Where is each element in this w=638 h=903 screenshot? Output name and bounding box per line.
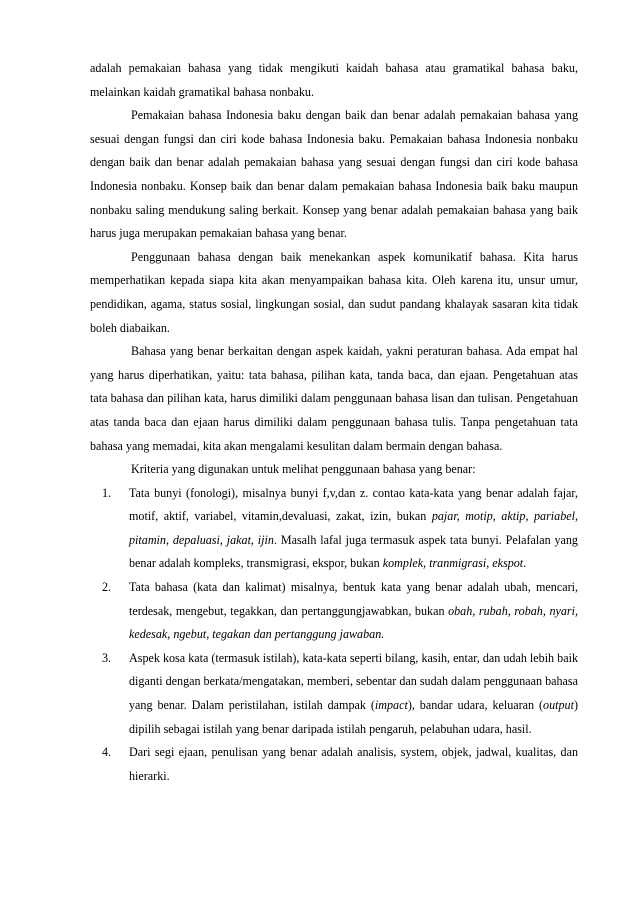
document-page [90, 57, 578, 788]
list-item [90, 741, 578, 788]
list-text: Tata bahasa (kata dan kalimat) misalnya, bentuk kata yang benar adalah ubah, mencari, terdesak, mengebut, tegakkan, dan pertanggungjawabkan, bukan [129, 580, 578, 618]
paragraph-nonbaku-definition: adalah pemakaian bahasa yang tidak mengikuti kaidah bahasa atau gramatikal bahasa baku, melainkan kaidah gramatikal bahasa nonbaku. [90, 61, 578, 99]
list-text: . Masalh lafal juga termasuk aspek tata bunyi. Pelafalan yang benar adalah kompleks, transmigrasi, ekspor, bukan [129, 532, 578, 571]
list-text-italic: obah, rubah, robah, nyari, kedesak, ngebut, tegakan dan pertanggung jawaban. [129, 603, 578, 642]
paragraph-bahasa-baik: Penggunaan bahasa dengan baik menekankan aspek komunikatif bahasa. Kita harus memperhatikan kepada siapa kita akan menyampaikan bahasa kita. Oleh karena itu, unsur umur, pendidikan, agama, status sosial, lingkungan sosial, dan sudut pandang khalayak sasaran kita tidak boleh diabaikan. [90, 249, 578, 335]
list-text: ) dipilih sebagai istilah yang benar daripada istilah pengaruh, pelabuhan udara, hasil. [129, 698, 578, 736]
list-number: 3. [102, 650, 112, 665]
criteria-intro: Kriteria yang digunakan untuk melihat penggunaan bahasa yang benar: [131, 462, 476, 477]
list-text: Tata bunyi (fonologi), misalnya bunyi f,v,dan z. contao kata-kata yang benar adalah fajar, motif, aktif, variabel, vitamin,devaluasi, zakat, izin, bukan [129, 485, 578, 524]
paragraph-baku-nonbaku: Pemakaian bahasa Indonesia baku dengan baik dan benar adalah pemakaian bahasa yang sesuai dengan fungsi dan ciri kode bahasa Indonesia baku. Pemakaian bahasa Indonesia nonbaku dengan baik dan benar adalah pemakaian bahasa yang sesuai dengan fungsi dan ciri kode bahasa Indonesia nonbaku. Konsep baik dan benar dalam pemakaian bahasa Indonesia baik baku maupun nonbaku saling mendukung saling berkait. Konsep yang benar adalah pemakaian bahasa yang baik harus juga merupakan pemakaian bahasa yang benar. [90, 108, 578, 241]
list-number: 4. [102, 745, 112, 760]
list-text: . [523, 556, 527, 571]
list-number: 2. [102, 580, 112, 595]
list-item [90, 482, 578, 576]
paragraph-bahasa-benar: Bahasa yang benar berkaitan dengan aspek kaidah, yakni peraturan bahasa. Ada empat hal yang harus diperhatikan, yaitu: tata bahasa, pilihan kata, tanda baca, dan ejaan. Pengetahuan atas tata bahasa dan pilihan kata, harus dimiliki dalam penggunaan bahasa lisan dan tulisan. Pengetahuan atas tanda baca dan ejaan harus dimiliki dalam penggunaan bahasa tulis. Tanpa pengetahuan tata bahasa yang memadai, kita akan mengalami kesulitan dalam bermain dengan bahasa. [90, 344, 578, 453]
list-text-italic: impact [374, 698, 408, 713]
list-text: Dari segi ejaan, penulisan yang benar adalah analisis, system, objek, jadwal, kualitas, dan hierarki. [129, 745, 578, 783]
list-item [90, 647, 578, 741]
list-text-italic: pajar, motip, aktip, pariabel, pitamin, depaluasi, jakat, ijin [129, 509, 578, 547]
list-text: ), bandar udara, keluaran ( [407, 698, 544, 713]
list-item [90, 576, 578, 647]
criteria-list [90, 482, 578, 789]
list-text-italic: output [543, 698, 574, 713]
list-text: Aspek kosa kata (termasuk istilah), kata-kata seperti bilang, kasih, entar, dan udah lebih baik diganti dengan berkata/mengatakan, memberi, sebentar dan sudah dalam penggunaan bahasa yang benar. Dalam peristilahan, istilah dampak ( [129, 650, 578, 713]
list-number: 1. [102, 485, 112, 500]
list-text-italic: komplek, tranmigrasi, ekspot [382, 556, 524, 571]
